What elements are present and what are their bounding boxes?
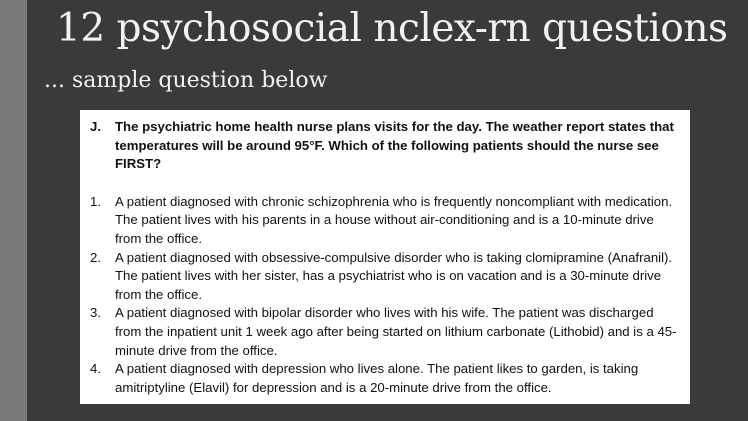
answer-option-1 — [90, 193, 678, 249]
answer-option-3 — [90, 304, 678, 360]
question-stem — [90, 118, 678, 174]
option-number: 3. — [90, 305, 101, 321]
option-number: 4. — [90, 361, 101, 377]
slide-subtitle: ... sample question below — [44, 68, 328, 93]
option-number: 2. — [90, 249, 101, 265]
option-text: A patient diagnosed with bipolar disorder who lives with his wife. The patient was discharged from the inpatient unit 1 week ago after being started on lithium carbonate (Lithobid) and is a 45-minute drive from the office. — [115, 305, 677, 358]
slide-title: 12 psychosocial nclex-rn questions — [56, 6, 728, 51]
slide-side-bar — [0, 0, 27, 421]
answer-options — [90, 193, 678, 398]
question-stem-text: The psychiatric home health nurse plans visits for the day. The weather report states that temperatures will be around 95°F. Which of the following patients should the nurse see FIRST? — [115, 119, 674, 172]
option-text: A patient diagnosed with chronic schizophrenia who is frequently noncompliant with medication. The patient lives with his parents in a house without air-conditioning and is a 10-minute drive from the office. — [115, 193, 673, 246]
option-text: A patient diagnosed with depression who lives alone. The patient likes to garden, is taking amitriptyline (Elavil) for depression and is a 20-minute drive from the office. — [115, 361, 639, 395]
question-card — [80, 110, 690, 404]
option-number: 1. — [90, 193, 101, 209]
option-text: A patient diagnosed with obsessive-compulsive disorder who is taking clomipramine (Anafranil). The patient lives with her sister, has a psychiatrist who is on vacation and is a 30-minute drive from the office. — [115, 249, 673, 302]
answer-option-4 — [90, 360, 678, 397]
answer-option-2 — [90, 249, 678, 305]
question-letter: J. — [90, 119, 101, 134]
